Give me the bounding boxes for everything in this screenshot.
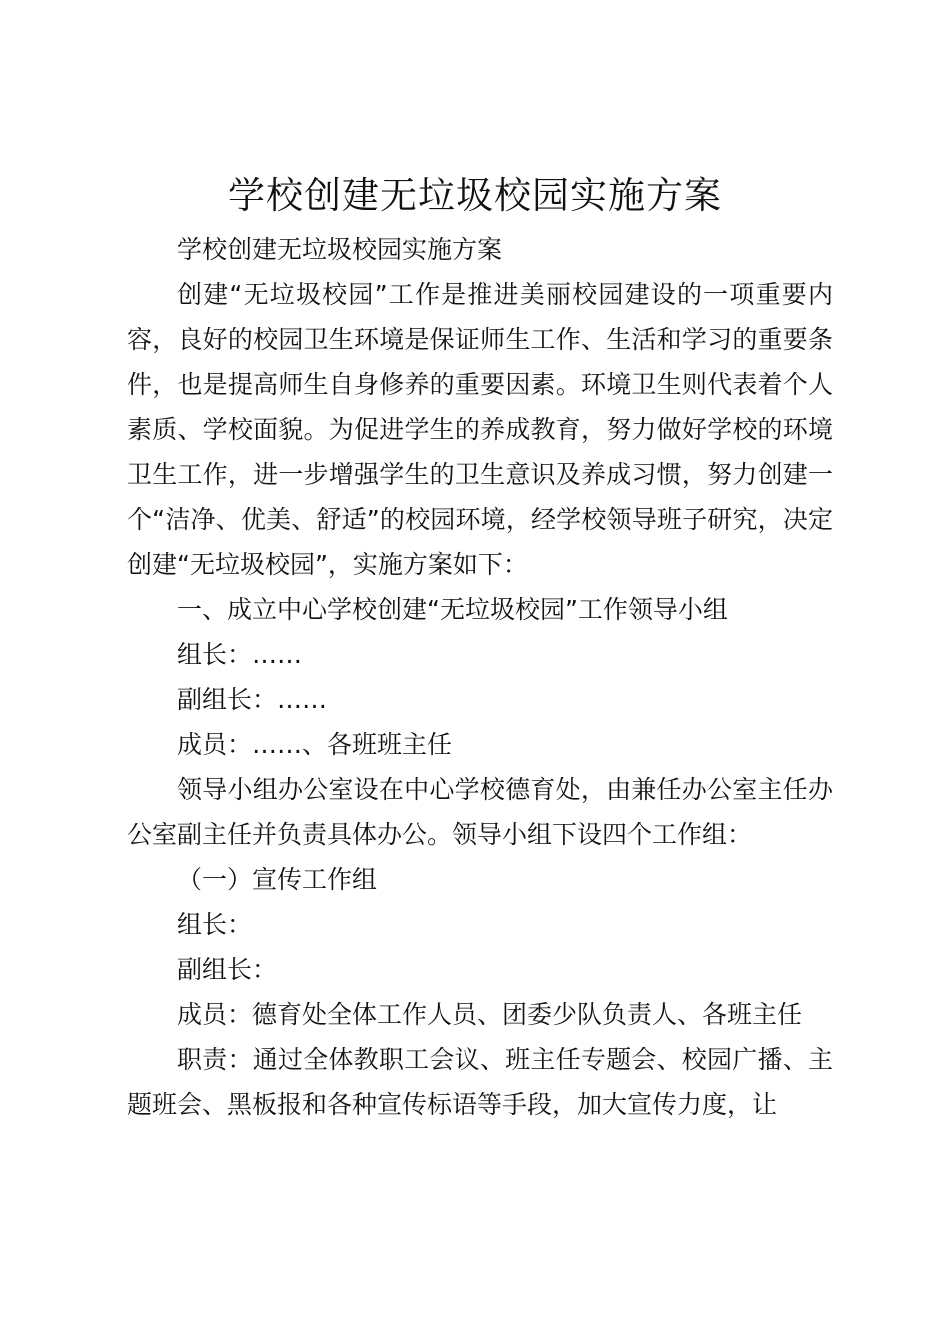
publicity-deputy-line: 副组长： (177, 955, 278, 984)
document-title: 学校创建无垃圾校园实施方案 (228, 174, 722, 217)
office-paragraph: 领导小组办公室设在中心学校德育处，由兼任办公室主任办公室副主任并负责具体办公。领导小组下设四个工作组： (127, 775, 833, 849)
subsection-heading-publicity: （一）宣传工作组 (177, 865, 378, 894)
document-body (127, 227, 833, 1127)
members-line: 成员：……、各班班主任 (177, 730, 453, 759)
publicity-duties-paragraph: 职责：通过全体教职工会议、班主任专题会、校园广播、主题班会、黑板报和各种宣传标语等手段，加大宣传力度，让 (127, 1045, 833, 1119)
paragraph-intro: 创建“无垃圾校园”工作是推进美丽校园建设的一项重要内容，良好的校园卫生环境是保证师生工作、生活和学习的重要条件，也是提高师生自身修养的重要因素。环境卫生则代表着个人素质、学校面貌。为促进学生的养成教育，努力做好学校的环境卫生工作，进一步增强学生的卫生意识及养成习惯，努力创建一个“洁净、优美、舒适”的校园环境，经学校领导班子研究，决定创建“无垃圾校园”，实施方案如下： (127, 280, 833, 579)
publicity-leader-line: 组长： (177, 910, 253, 939)
paragraph-subtitle: 学校创建无垃圾校园实施方案 (177, 235, 503, 264)
leader-line: 组长：…… (177, 640, 303, 669)
section-heading-leadership: 一、成立中心学校创建“无垃圾校园”工作领导小组 (177, 595, 728, 624)
publicity-members-line: 成员：德育处全体工作人员、团委少队负责人、各班主任 (177, 1000, 803, 1029)
deputy-leader-line: 副组长：…… (177, 685, 328, 714)
